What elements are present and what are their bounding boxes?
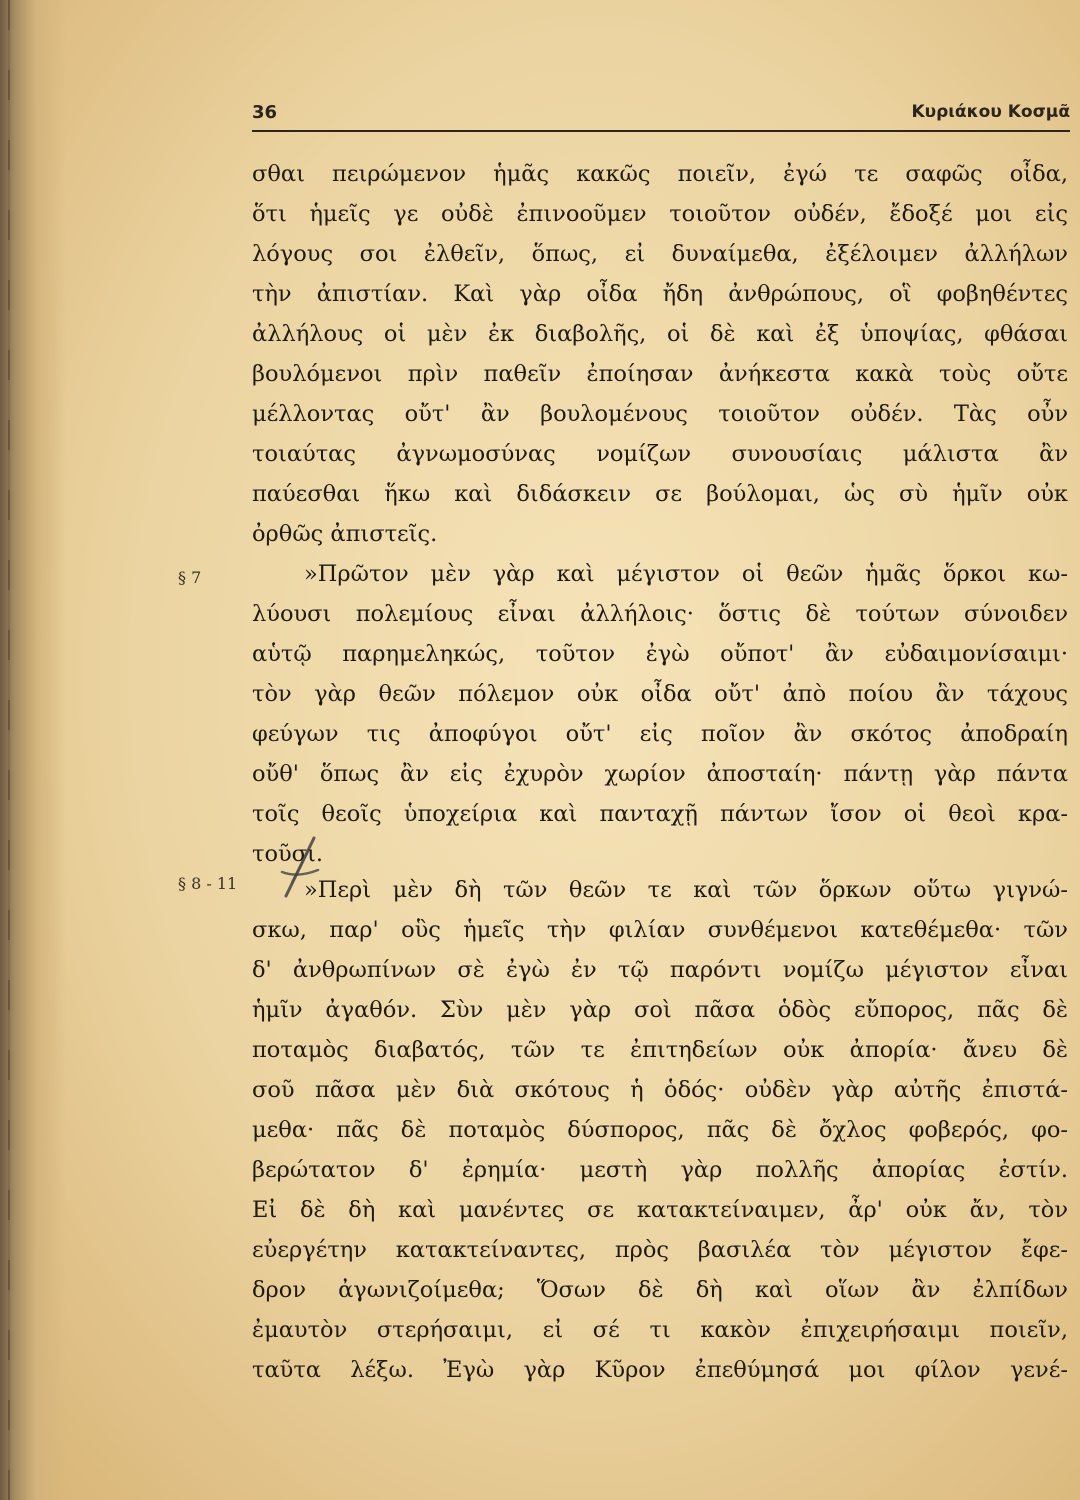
running-head: Κυριάκου Κοσμᾶ	[911, 102, 1070, 122]
text-line: βερώτατον δ' ἐρημία· μεστὴ γὰρ πολλῆς ἀπορίας ἐστίν.	[252, 1157, 1068, 1183]
text-line: λύουσι πολεμίους εἶναι ἀλλήλοις· ὅστις δὲ τούτων σύνοιδεν	[252, 601, 1068, 627]
section-marker-7: § 7	[178, 568, 202, 587]
text-line: σκω, παρ' οὓς ἡμεῖς τὴν φιλίαν συνθέμενοι κατεθέμεθα· τῶν	[252, 917, 1068, 943]
text-line: τοῖς θεοῖς ὑποχείρια καὶ πανταχῇ πάντων ἴσον οἱ θεοὶ κρα-	[252, 801, 1068, 827]
text-line: αὑτῷ παρημεληκώς, τοῦτον ἐγὼ οὔποτ' ἂν εὐδαιμονίσαιμι·	[252, 641, 1068, 667]
text-line: σθαι πειρώμενον ἡμᾶς κακῶς ποιεῖν, ἐγώ τε σαφῶς οἶδα,	[252, 161, 1068, 187]
text-line: τὸν γὰρ θεῶν πόλεμον οὐκ οἶδα οὔτ' ἀπὸ ποίου ἂν τάχους	[252, 681, 1068, 707]
text-line: Εἰ δὲ δὴ καὶ μανέντες σε κατακτείναιμεν, ἆρ' οὐκ ἄν, τὸν	[252, 1197, 1068, 1223]
text-line: ποταμὸς διαβατός, τῶν τε ἐπιτηδείων οὐκ ἀπορία· ἄνευ δὲ	[252, 1037, 1068, 1063]
page-header	[252, 96, 1070, 132]
section-marker-8-11: § 8 - 11	[178, 874, 238, 893]
text-line: παύεσθαι ἥκω καὶ διδάσκειν σε βούλομαι, ὡς σὺ ἡμῖν οὐκ	[252, 481, 1068, 507]
text-line: ὀρθῶς ἀπιστεῖς.	[252, 521, 438, 547]
text-line: δρον ἀγωνιζοίμεθα; Ὅσων δὲ δὴ καὶ οἵων ἂν ἐλπίδων	[252, 1277, 1068, 1303]
text-line: ταῦτα λέξω. Ἐγὼ γὰρ Κῦρον ἐπεθύμησά μοι φίλον γενέ-	[252, 1357, 1068, 1383]
page-number: 36	[252, 102, 278, 123]
text-line: ὅτι ἡμεῖς γε οὐδὲ ἐπινοοῦμεν τοιοῦτον οὐδέν, ἔδοξέ μοι εἰς	[252, 201, 1068, 227]
text-line: φεύγων τις ἀποφύγοι οὔτ' εἰς ποῖον ἂν σκότος ἀποδραίη	[252, 721, 1068, 747]
text-line: δ' ἀνθρωπίνων σὲ ἐγὼ ἐν τῷ παρόντι νομίζω μέγιστον εἶναι	[252, 957, 1068, 983]
text-line: βουλόμενοι πρὶν παθεῖν ἐποίησαν ἀνήκεστα κακὰ τοὺς οὔτε	[252, 361, 1068, 387]
text-line: σοῦ πᾶσα μὲν διὰ σκότους ἡ ὁδός· οὐδὲν γὰρ αὐτῆς ἐπιστά-	[252, 1077, 1068, 1103]
text-line: εὐεργέτην κατακτείναντες, πρὸς βασιλέα τὸν μέγιστον ἔφε-	[252, 1237, 1068, 1263]
text-line: »Περὶ μὲν δὴ τῶν θεῶν τε καὶ τῶν ὅρκων οὕτω γιγνώ-	[304, 877, 1068, 903]
text-line: μεθα· πᾶς δὲ ποταμὸς δύσπορος, πᾶς δὲ ὄχλος φοβερός, φο-	[252, 1117, 1068, 1143]
text-line: ἀλλήλους οἱ μὲν ἐκ διαβολῆς, οἱ δὲ καὶ ἐξ ὑποψίας, φθάσαι	[252, 321, 1068, 347]
pencil-cross-mark	[278, 832, 322, 902]
text-line: ἐμαυτὸν στερήσαιμι, εἰ σέ τι κακὸν ἐπιχειρήσαιμι ποιεῖν,	[252, 1317, 1068, 1343]
text-line: ἡμῖν ἀγαθόν. Σὺν μὲν γὰρ σοὶ πᾶσα ὁδὸς εὔπορος, πᾶς δὲ	[252, 997, 1068, 1023]
book-binding-edge	[0, 0, 66, 1500]
text-line: οὔθ' ὅπως ἂν εἰς ἐχυρὸν χωρίον ἀποσταίη· πάντῃ γὰρ πάντα	[252, 761, 1068, 787]
text-line: λόγους σοι ἐλθεῖν, ὅπως, εἰ δυναίμεθα, ἐξέλοιμεν ἀλλήλων	[252, 241, 1068, 267]
text-line: τοιαύτας ἀγνωμοσύνας νομίζων συνουσίαις μάλιστα ἂν	[252, 441, 1068, 467]
text-line: »Πρῶτον μὲν γὰρ καὶ μέγιστον οἱ θεῶν ἡμᾶς ὅρκοι κω-	[304, 561, 1068, 587]
text-line: τοῦσι.	[252, 841, 324, 867]
text-line: μέλλοντας οὔτ' ἂν βουλομένους τοιοῦτον οὐδέν. Τὰς οὖν	[252, 401, 1068, 427]
text-line: τὴν ἀπιστίαν. Καὶ γὰρ οἶδα ἤδη ἀνθρώπους, οἳ φοβηθέντες	[252, 281, 1068, 307]
